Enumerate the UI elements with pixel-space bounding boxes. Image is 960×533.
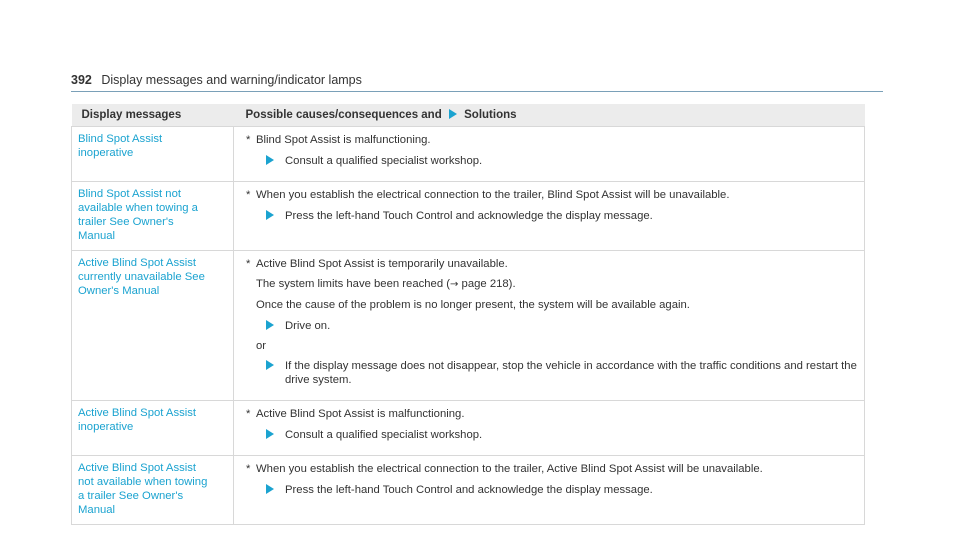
cause-cell <box>234 456 865 525</box>
cause-text <box>240 257 858 312</box>
solution-step <box>240 209 858 223</box>
reference-prefix: The system limits have been reached ( <box>256 278 451 290</box>
solution-text: Press the left-hand Touch Control and acknowledge the display message. <box>285 484 653 496</box>
table-row <box>72 127 865 182</box>
cause-text: * When you establish the electrical connection to the trailer, Blind Spot Assist will be unavailable. <box>240 188 858 202</box>
solution-arrow-icon <box>266 360 274 370</box>
page-reference-arrow-icon: → <box>450 279 459 290</box>
table-row <box>72 251 865 401</box>
solution-text: If the display message does not disappear, stop the vehicle in accordance with the traffic conditions and restart the drive system. <box>285 360 857 386</box>
display-message: Active Blind Spot Assist inoperative <box>72 401 234 456</box>
or-separator: or <box>256 340 267 352</box>
table-row <box>72 182 865 251</box>
col-header-causes <box>234 104 865 127</box>
cause-cell <box>234 401 865 456</box>
display-message: Active Blind Spot Assist not available when towing a trailer See Owner's Manual <box>72 456 234 525</box>
cause-text: * Active Blind Spot Assist is malfunctioning. <box>240 407 858 421</box>
col-header-solutions-label: Solutions <box>464 109 517 121</box>
cause-text: * Blind Spot Assist is malfunctioning. <box>240 133 858 147</box>
solution-text: Consult a qualified specialist workshop. <box>285 155 483 167</box>
solution-arrow-icon <box>266 429 274 439</box>
solution-arrow-icon <box>266 484 274 494</box>
cause-cell <box>234 127 865 182</box>
solution-text: Drive on. <box>285 320 331 332</box>
solution-text: Consult a qualified specialist workshop. <box>285 429 483 441</box>
display-message: Blind Spot Assist inoperative <box>72 127 234 182</box>
page-reference-link[interactable]: page 218). <box>458 278 516 290</box>
table-header-row <box>72 104 865 127</box>
solution-step <box>240 319 858 333</box>
solution-arrow-icon <box>449 109 457 119</box>
cause-cell <box>234 182 865 251</box>
page-title: Display messages and warning/indicator lamps <box>101 73 362 87</box>
solution-step <box>240 154 858 168</box>
solution-text: Press the left-hand Touch Control and acknowledge the display message. <box>285 210 653 222</box>
display-message: Blind Spot Assist not available when towing a trailer See Owner's Manual <box>72 182 234 251</box>
page-number: 392 <box>71 73 92 87</box>
col-header-messages: Display messages <box>72 104 234 127</box>
page-header <box>71 73 362 87</box>
cause-line-reference <box>256 277 858 292</box>
table-row <box>72 456 865 525</box>
table-row <box>72 401 865 456</box>
solution-step <box>240 359 858 387</box>
solution-arrow-icon <box>266 320 274 330</box>
display-messages-table <box>71 104 865 525</box>
cause-cell <box>234 251 865 401</box>
header-rule <box>71 91 883 92</box>
cause-line: * Active Blind Spot Assist is temporarily unavailable. <box>256 258 508 270</box>
solution-arrow-icon <box>266 210 274 220</box>
col-header-causes-label: Possible causes/consequences and <box>245 109 442 121</box>
solution-step <box>240 483 858 497</box>
solution-step <box>240 428 858 442</box>
cause-line: Once the cause of the problem is no longer present, the system will be available again. <box>256 299 690 311</box>
display-message: Active Blind Spot Assist currently unavailable See Owner's Manual <box>72 251 234 401</box>
cause-text: * When you establish the electrical connection to the trailer, Active Blind Spot Assist will be unavailable. <box>240 462 858 476</box>
solution-arrow-icon <box>266 155 274 165</box>
